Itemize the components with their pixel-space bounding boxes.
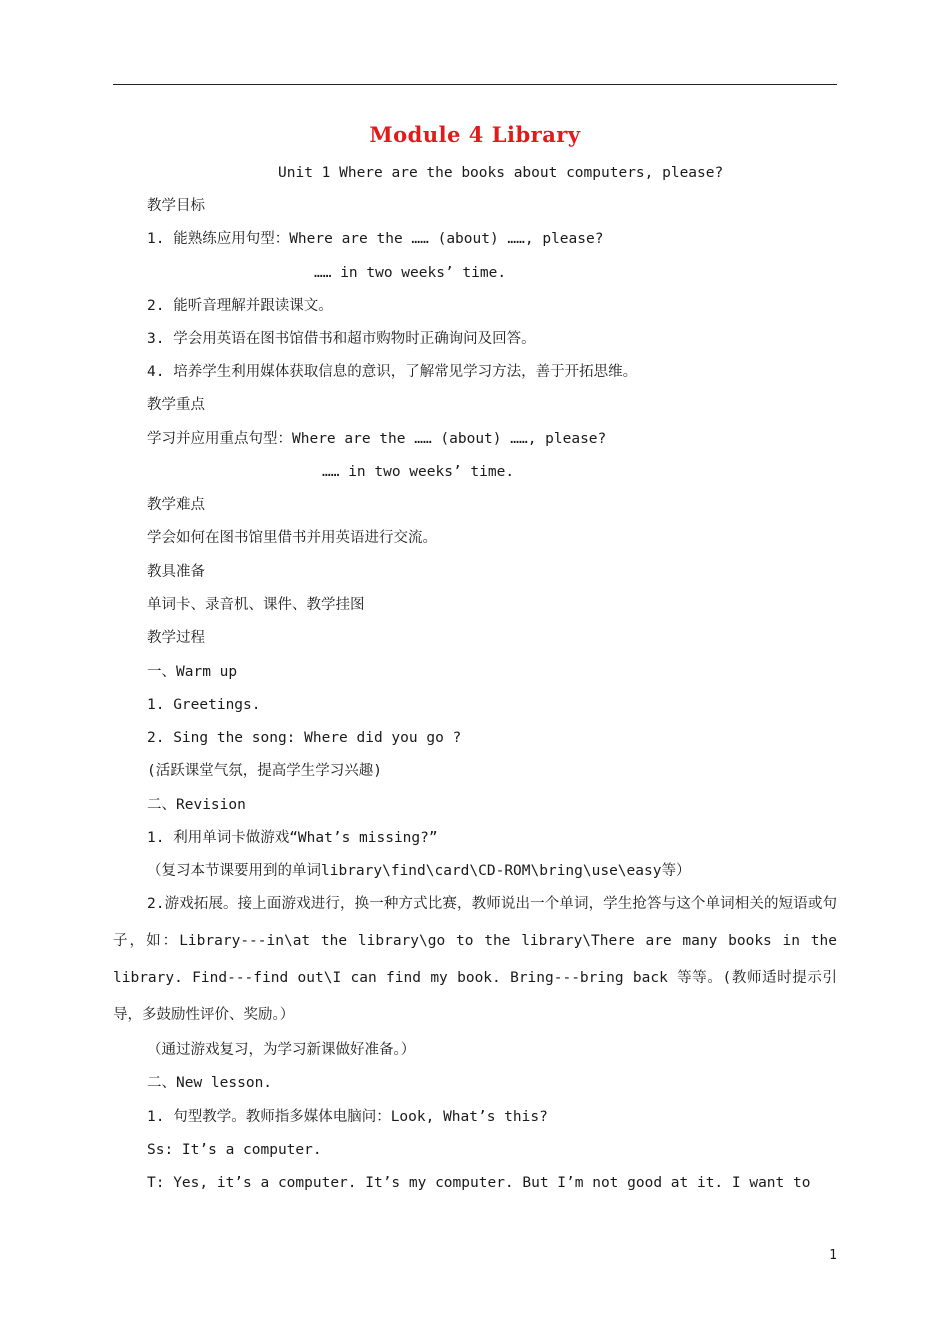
heading-objectives: 教学目标 (147, 198, 205, 214)
section-warm-up: 一、Warm up (147, 664, 238, 680)
warm-up-1: 1. Greetings. (147, 697, 261, 713)
subtitle: Unit 1 Where are the books about computers, please? (278, 165, 724, 181)
dialogue-t: T: Yes, it’s a computer. It’s my computer. But I’m not good at it. I want to (147, 1175, 811, 1191)
page-title: Module 4 Library (369, 122, 581, 147)
key-point-1-cont: …… in two weeks’ time. (322, 464, 515, 480)
revision-1: 1. 利用单词卡做游戏“What’s missing?” (147, 830, 438, 846)
heading-difficulties: 教学难点 (147, 497, 205, 513)
dialogue-ss: Ss: It’s a computer. (147, 1142, 322, 1158)
objective-3: 3. 学会用英语在图书馆借书和超市购物时正确询问及回答。 (147, 331, 536, 347)
warm-up-note: (活跃课堂气氛，提高学生学习兴趣) (147, 763, 382, 779)
section-revision: 二、Revision (147, 797, 246, 813)
heading-key-points: 教学重点 (147, 397, 205, 413)
new-lesson-1: 1. 句型教学。教师指多媒体电脑问：Look, What’s this? (147, 1109, 548, 1125)
difficulty-1: 学会如何在图书馆里借书并用英语进行交流。 (147, 530, 437, 546)
section-new-lesson: 二、New lesson. (147, 1075, 273, 1091)
heading-process: 教学过程 (147, 630, 205, 646)
warm-up-2: 2. Sing the song: Where did you go ? (147, 730, 462, 746)
objective-4: 4. 培养学生利用媒体获取信息的意识，了解常见学习方法，善于开拓思维。 (147, 364, 638, 380)
header-rule (113, 84, 837, 85)
revision-2-note: （通过游戏复习，为学习新课做好准备。） (147, 1042, 416, 1058)
heading-materials: 教具准备 (147, 564, 205, 580)
objective-2: 2. 能听音理解并跟读课文。 (147, 298, 333, 314)
objective-1-cont: …… in two weeks’ time. (314, 265, 507, 281)
materials-list: 单词卡、录音机、课件、教学挂图 (147, 597, 365, 613)
revision-1-note: （复习本节课要用到的单词library\find\card\CD-ROM\bring\use\easy等） (147, 863, 691, 879)
revision-2-paragraph: 2.游戏拓展。接上面游戏进行，换一种方式比赛，教师说出一个单词，学生抢答与这个单词相关的短语或句子，如：Library---in\at the library\go to the library\There are many books in the library. Find---find out\I can find my book. Bring---bring back 等等。(教师适时提示引导，多鼓励性评价、奖励。） (113, 896, 837, 1023)
page-number: 1 (829, 1248, 837, 1263)
key-point-1: 学习并应用重点句型：Where are the …… (about) ……, please? (147, 431, 607, 447)
objective-1: 1. 能熟练应用句型：Where are the …… (about) ……, please? (147, 231, 604, 247)
